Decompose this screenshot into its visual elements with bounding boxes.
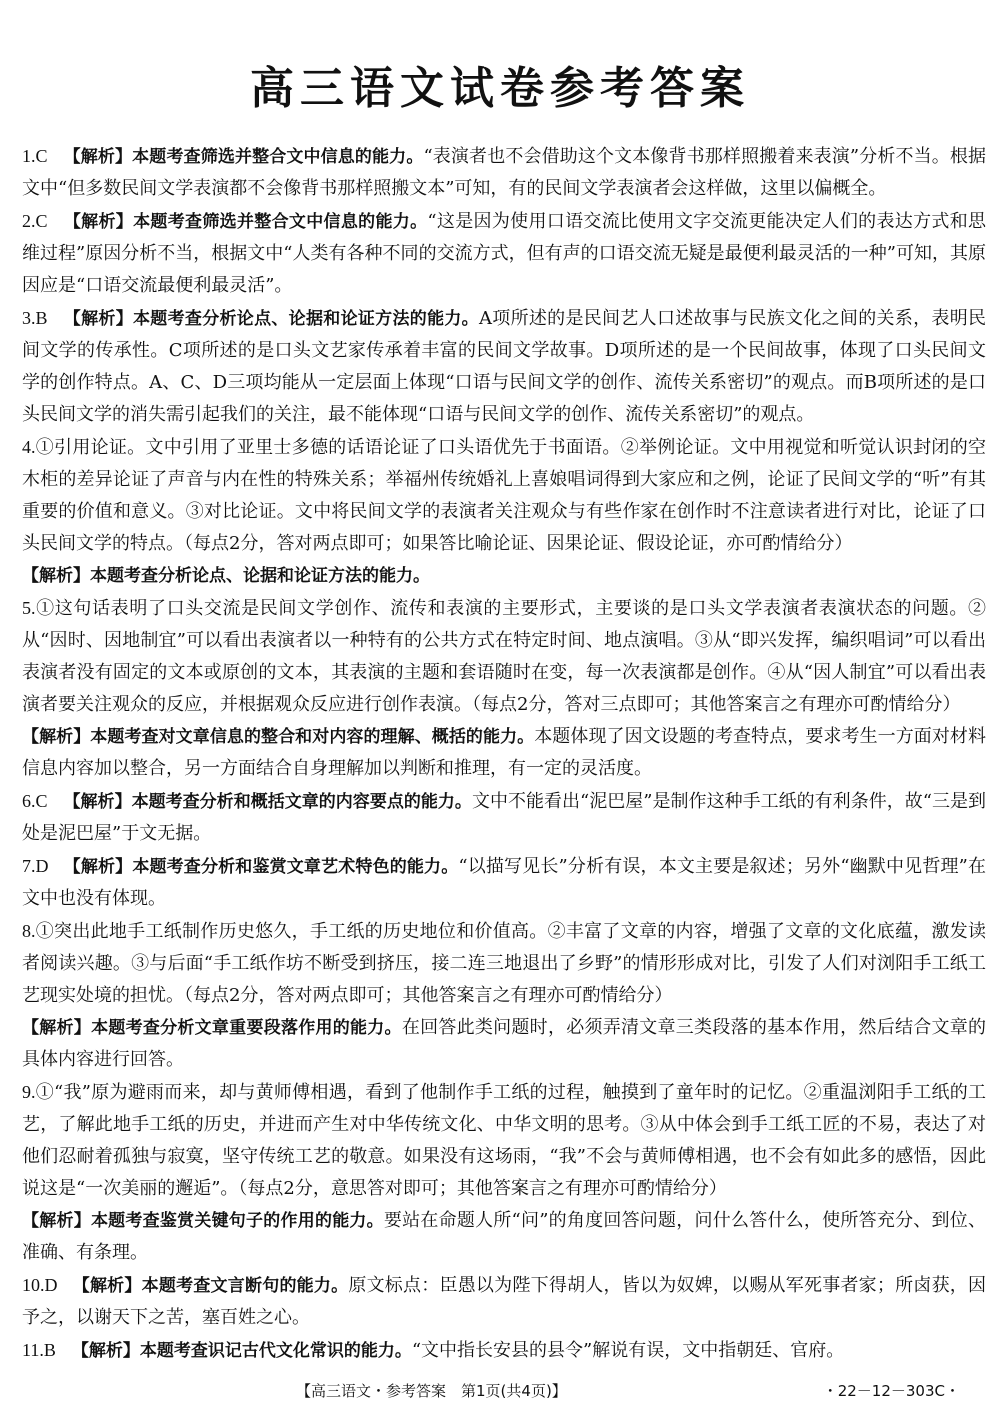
answer-text: ①“我”原为避雨而来，却与黄师傅相遇，看到了他制作手工纸的过程，触摸到了童年时的记忆。②重温浏阳手工纸的工艺，了解此地手工纸的历史，并进而产生对中华传统文化、中华文明的思考。③从中体会到手工纸工匠的不易，表达了对他们忍耐着孤独与寂寞，坚守传统工艺的敬意。如果没有这场雨，“我”不会与黄师傅相遇，也不会有如此多的感悟，因此说这是“一次美丽的邂逅”。（每点2分，意思答对即可；其他答案言之有理亦可酌情给分） bbox=[22, 1082, 986, 1199]
answer-text: A项所述的是民间艺人口述故事与民族文化之间的关系，表明民间文学的传承性。C项所述的是口头文艺家传承着丰富的民间文学故事。D项所述的是一个民间故事，体现了口头民间文学的创作特点。A、C、D三项均能从一定层面上体现“口语与民间文学的创作、流传关系密切”的观点。而B项所述的是口头民间文学的消失需引起我们的关注，最不能体现“口语与民间文学的创作、流传关系密切”的观点。 bbox=[22, 308, 987, 425]
analysis-tag: 【解析】 bbox=[63, 792, 132, 812]
analysis-lead: 本题考查分析论点、论据和论证方法的能力。 bbox=[133, 309, 479, 329]
footer-page-info: 【高三语文・参考答案 第1页(共4页)】 bbox=[296, 1382, 567, 1400]
analysis-note bbox=[22, 560, 986, 592]
analysis-tag: 【解析】 bbox=[63, 147, 133, 167]
analysis-tag: 【解析】 bbox=[22, 1018, 92, 1038]
answer-item bbox=[22, 1269, 986, 1334]
analysis-note bbox=[22, 1012, 986, 1076]
answer-text: ①引用论证。文中引用了亚里士多德的话语论证了口头语优先于书面语。②举例论证。文中用视觉和听觉认识封闭的空木柜的差异论证了声音与内在性的特殊关系；举福州传统婚礼上喜娘唱词得到大家应和之例，论证了民间文学的“听”有其重要的价值和意义。③对比论证。文中将民间文学的表演者关注观众与有些作家在创作时不注意读者进行对比，论证了口头民间文学的特点。（每点2分，答对两点即可；如果答比喻论证、因果论证、假设论证，亦可酌情给分） bbox=[22, 437, 986, 554]
analysis-lead: 本题考查分析和鉴赏文章艺术特色的能力。 bbox=[132, 857, 459, 877]
analysis-tag: 【解析】 bbox=[22, 1211, 91, 1231]
analysis-tag: 【解析】 bbox=[63, 857, 133, 877]
answer-text: “以描写见长”分析有误，本文主要是叙述；另外“幽默中见哲理”在文中也没有体现。 bbox=[22, 856, 987, 909]
analysis-tag: 【解析】 bbox=[63, 309, 133, 329]
analysis-tag: 【解析】 bbox=[22, 727, 91, 747]
question-number: 3. bbox=[22, 308, 36, 328]
analysis-lead: 本题考查分析和概括文章的内容要点的能力。 bbox=[131, 792, 472, 812]
question-number: 8. bbox=[22, 921, 36, 941]
answer-choice: B bbox=[43, 1340, 56, 1360]
analysis-lead: 本题考查鉴赏关键句子的作用的能力。 bbox=[90, 1211, 384, 1231]
analysis-lead: 本题考查筛选并整合文中信息的能力。 bbox=[132, 147, 424, 167]
question-number: 6. bbox=[22, 791, 36, 811]
answer-choice: C bbox=[35, 791, 48, 811]
question-number: 4. bbox=[22, 437, 36, 457]
page-footer bbox=[0, 1380, 1000, 1404]
answer-item bbox=[22, 302, 986, 431]
analysis-lead: 本题考查识记古代文化常识的能力。 bbox=[139, 1341, 412, 1361]
answer-choice: B bbox=[35, 308, 48, 328]
footer-code: ・22－12－303C・ bbox=[822, 1382, 960, 1400]
question-number: 1. bbox=[22, 146, 36, 166]
answer-item bbox=[22, 1334, 986, 1367]
answer-item bbox=[22, 915, 986, 1012]
answer-text: ①突出此地手工纸制作历史悠久，手工纸的历史地位和价值高。②丰富了文章的内容，增强了文章的文化底蕴，激发读者阅读兴趣。③与后面“手工纸作坊不断受到挤压，接二连三地退出了乡野”的情形形成对比，引发了人们对浏阳手工纸工艺现实处境的担忧。（每点2分，答对两点即可；其他答案言之有理亦可酌情给分） bbox=[22, 921, 986, 1006]
answer-item bbox=[22, 785, 986, 850]
analysis-tag: 【解析】 bbox=[72, 1276, 142, 1296]
question-number: 2. bbox=[22, 211, 36, 231]
question-number: 9. bbox=[22, 1082, 36, 1102]
question-number: 5. bbox=[22, 598, 36, 618]
answer-choice: C bbox=[35, 146, 48, 166]
answer-choice: D bbox=[35, 856, 49, 876]
question-number: 10. bbox=[22, 1275, 45, 1295]
analysis-note bbox=[22, 1205, 986, 1269]
analysis-text: 本题体现了因文设题的考查特点，要求考生一方面对材料信息内容加以整合，另一方面结合自身理解加以判断和推理，有一定的灵活度。 bbox=[22, 726, 987, 779]
analysis-tag: 【解析】 bbox=[22, 566, 90, 586]
answer-choice: D bbox=[44, 1275, 58, 1295]
answer-text: ①这句话表明了口头交流是民间文学创作、流传和表演的主要形式，主要谈的是口头文学表演者表演状态的问题。②从“因时、因地制宜”可以看出表演者以一种特有的公共方式在特定时间、地点演唱。③从“即兴发挥，编织唱词”可以看出表演者没有固定的文本或原创的文本，其表演的主题和套语随时在变，每一次表演都是创作。④从“因人制宜”可以看出表演者要关注观众的反应，并根据观众反应进行创作表演。（每点2分，答对三点即可；其他答案言之有理亦可酌情给分） bbox=[22, 598, 986, 715]
analysis-note bbox=[22, 721, 986, 785]
question-number: 7. bbox=[22, 856, 36, 876]
answer-text: “文中指长安县的县令”解说有误，文中指朝廷、官府。 bbox=[411, 1340, 845, 1361]
answers-content bbox=[22, 140, 986, 1367]
analysis-lead: 本题考查分析文章重要段落作用的能力。 bbox=[91, 1018, 402, 1038]
analysis-lead: 本题考查对文章信息的整合和对内容的理解、概括的能力。 bbox=[90, 727, 535, 747]
answer-text: 文中不能看出“泥巴屋”是制作这种手工纸的有利条件，故“三是到处是泥巴屋”于文无据。 bbox=[22, 791, 987, 844]
answer-item bbox=[22, 205, 986, 302]
answer-item bbox=[22, 1076, 986, 1205]
analysis-text: 要站在命题人所“问”的角度回答问题，问什么答什么，使所答充分、到位、准确、有条理。 bbox=[22, 1210, 987, 1263]
answer-item bbox=[22, 431, 986, 560]
analysis-lead: 本题考查文言断句的能力。 bbox=[141, 1276, 349, 1296]
answer-choice: C bbox=[35, 211, 48, 231]
answer-item bbox=[22, 592, 986, 721]
analysis-tag: 【解析】 bbox=[71, 1341, 140, 1361]
analysis-tag: 【解析】 bbox=[63, 212, 134, 232]
answer-item bbox=[22, 140, 986, 205]
analysis-lead: 本题考查筛选并整合文中信息的能力。 bbox=[133, 212, 428, 232]
answer-text: “这是因为使用口语交流比使用文字交流更能决定人们的表达方式和思维过程”原因分析不当，根据文中“人类有各种不同的交流方式，但有声的口语交流无疑是最便利最灵活的一种”可知，其原因应是“口语交流最便利最灵活”。 bbox=[22, 211, 987, 296]
analysis-lead: 本题考查分析论点、论据和论证方法的能力。 bbox=[90, 566, 430, 586]
answer-text: “表演者也不会借助这个文本像背书那样照搬着来表演”分析不当。根据文中“但多数民间文学表演都不会像背书那样照搬文本”可知，有的民间文学表演者会这样做，这里以偏概全。 bbox=[22, 146, 987, 199]
answer-item bbox=[22, 850, 986, 915]
answer-text: 原文标点：臣愚以为陛下得胡人，皆以为奴婢，以赐从军死事者家；所卤获，因予之，以谢天下之苦，塞百姓之心。 bbox=[22, 1275, 987, 1328]
page-title: 高三语文试卷参考答案 bbox=[250, 63, 750, 114]
analysis-text: 在回答此类问题时，必须弄清文章三类段落的基本作用，然后结合文章的具体内容进行回答。 bbox=[22, 1017, 987, 1070]
question-number: 11. bbox=[22, 1340, 44, 1360]
